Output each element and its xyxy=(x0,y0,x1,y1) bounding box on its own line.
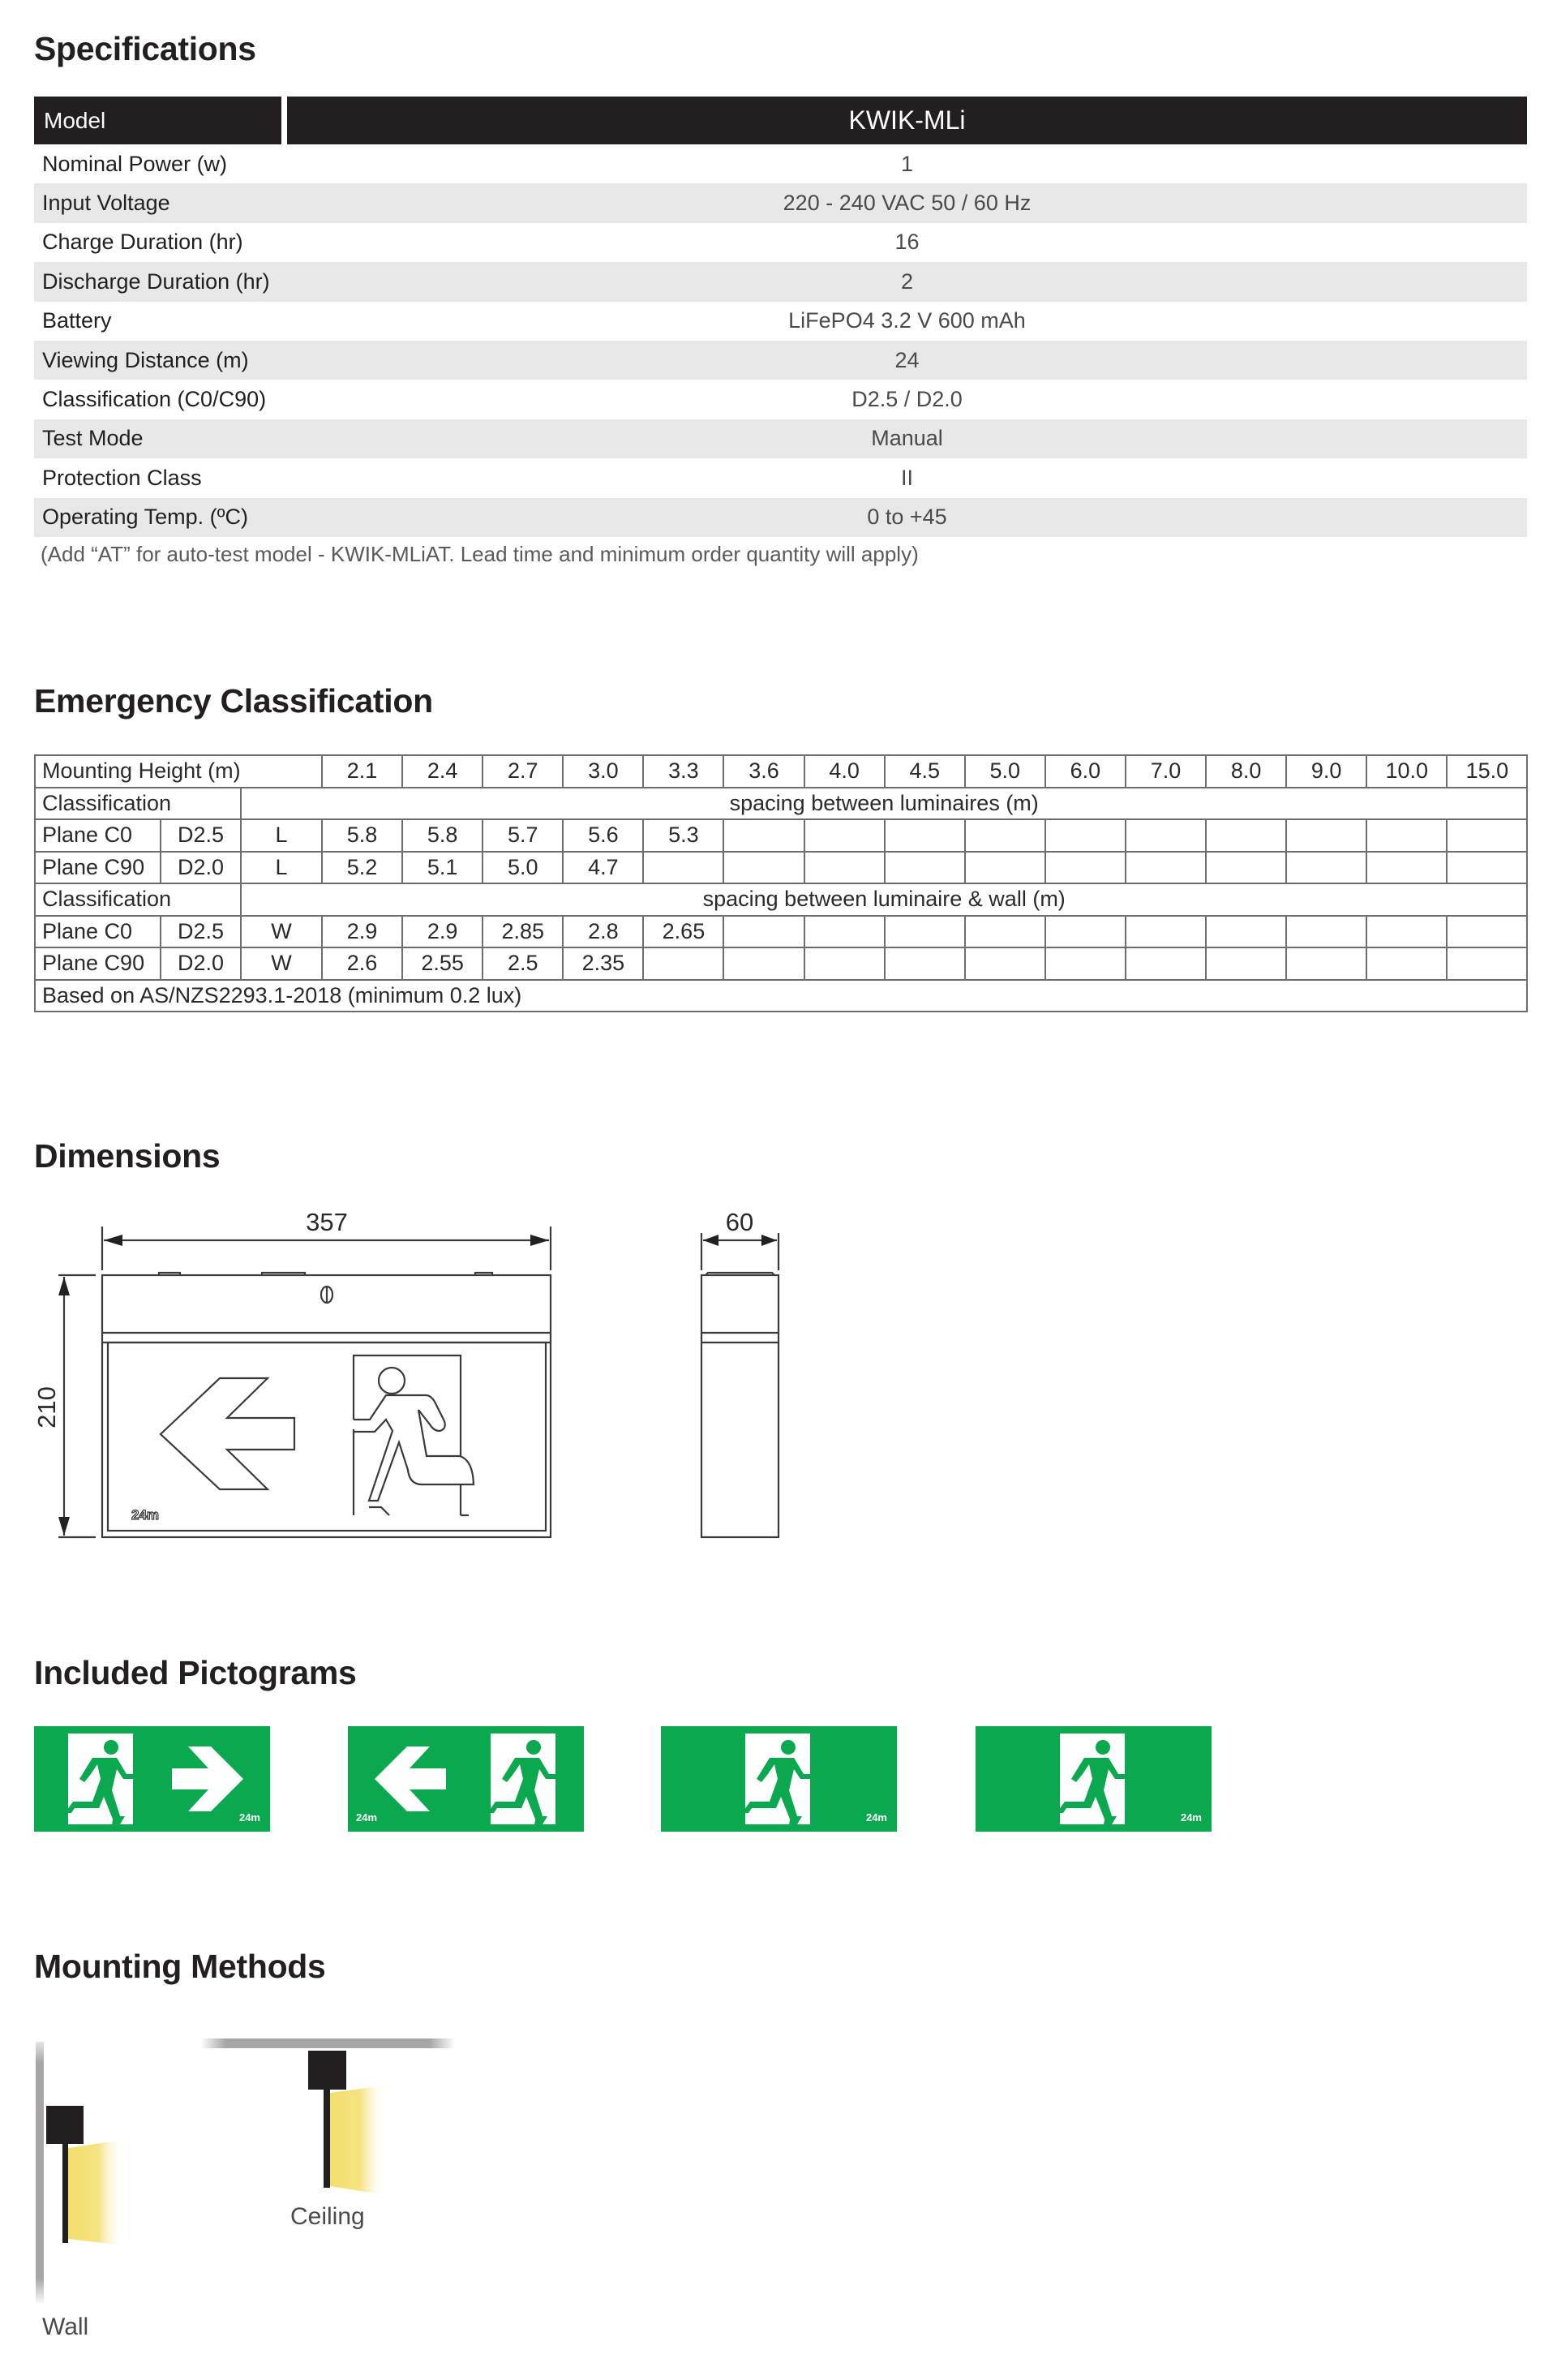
left-arrow-icon xyxy=(161,1378,294,1489)
specifications-heading: Specifications xyxy=(34,30,256,67)
spacing-value xyxy=(1126,916,1206,948)
front-body-outline xyxy=(102,1275,551,1537)
spacing-value xyxy=(1447,947,1527,980)
spec-header-divider xyxy=(281,97,287,144)
spacing-value xyxy=(1206,916,1286,948)
spec-row xyxy=(34,380,1527,419)
arrowhead-icon xyxy=(58,1517,70,1536)
pictogram-distance-label: 24m xyxy=(865,1811,887,1824)
plane-row xyxy=(35,852,1527,884)
spacing-value: 5.7 xyxy=(483,819,563,852)
class-value: D2.0 xyxy=(161,947,241,980)
spacing-value xyxy=(1366,916,1447,948)
ceiling-mount-label: Ceiling xyxy=(290,2203,365,2230)
mounting-height-value: 5.0 xyxy=(965,755,1045,788)
sign-distance-label: 24m xyxy=(131,1507,160,1523)
classification-label: Classification xyxy=(35,788,241,820)
dimensions-drawing xyxy=(0,1184,811,1557)
spacing-value xyxy=(1447,819,1527,852)
spacing-value: 2.8 xyxy=(563,916,643,948)
plane-row xyxy=(35,947,1527,980)
spec-row-value: 0 to +45 xyxy=(867,505,947,530)
mounting-height-value: 3.6 xyxy=(723,755,804,788)
running-man-feet xyxy=(369,1507,469,1515)
ceiling-luminaire-panel xyxy=(324,2090,330,2188)
arrowhead-icon xyxy=(761,1235,777,1246)
dimension-arrowheads xyxy=(58,1235,777,1536)
spacing-value: 2.85 xyxy=(483,916,563,948)
spec-row xyxy=(34,419,1527,458)
spacing-value: 5.1 xyxy=(402,852,483,884)
spacing-value xyxy=(1286,916,1366,948)
running-man-head xyxy=(379,1368,405,1394)
spec-row-value: 1 xyxy=(900,151,914,176)
mounting-height-value: 8.0 xyxy=(1206,755,1286,788)
plane-row xyxy=(35,916,1527,948)
spec-header-row xyxy=(34,97,1527,144)
spec-row xyxy=(34,262,1527,301)
side-view xyxy=(701,1273,778,1537)
spec-row-label: Battery xyxy=(42,308,112,333)
right-arrow-icon xyxy=(172,1746,243,1811)
class-value: D2.5 xyxy=(161,819,241,852)
front-view xyxy=(102,1273,551,1537)
class-value: D2.5 xyxy=(161,916,241,948)
mounting-height-value: 4.0 xyxy=(804,755,885,788)
spacing-value xyxy=(965,916,1045,948)
spec-row-value: 2 xyxy=(900,269,914,294)
running-man-icon xyxy=(354,1395,474,1501)
plane-label: Plane C0 xyxy=(35,819,161,852)
spec-rows xyxy=(34,144,1527,537)
spec-row-label: Nominal Power (w) xyxy=(42,151,228,176)
side-body-outline xyxy=(701,1275,778,1537)
spacing-value: 5.0 xyxy=(483,852,563,884)
spec-row-label: Classification (C0/C90) xyxy=(42,387,267,412)
spacing-value xyxy=(1045,916,1126,948)
arrowhead-icon xyxy=(530,1235,549,1246)
spacing-value xyxy=(1286,947,1366,980)
spacing-value xyxy=(1045,852,1126,884)
exit-sign-icon xyxy=(348,1726,584,1832)
spec-row-label: Test Mode xyxy=(42,426,144,451)
spacing-value xyxy=(1366,947,1447,980)
spacing-value xyxy=(1126,852,1206,884)
spacing-value xyxy=(965,947,1045,980)
spacing-value xyxy=(1286,819,1366,852)
wall-luminaire-panel xyxy=(62,2144,68,2243)
spec-row xyxy=(34,223,1527,262)
spacing-value xyxy=(643,947,723,980)
depth-dimension-label: 60 xyxy=(725,1208,754,1236)
pictogram-distance-label: 24m xyxy=(356,1811,378,1824)
spec-row-label: Protection Class xyxy=(42,465,202,490)
spacing-value: 2.35 xyxy=(563,947,643,980)
width-dimension-label: 357 xyxy=(306,1208,348,1236)
exit-sign-icon xyxy=(661,1726,897,1832)
spec-row-value: II xyxy=(900,465,913,490)
ceiling-luminaire-body xyxy=(308,2051,346,2090)
exit-pictogram xyxy=(348,1726,584,1832)
arrowhead-icon xyxy=(58,1277,70,1295)
spacing-value xyxy=(885,819,965,852)
spec-row xyxy=(34,458,1527,497)
wall-surface xyxy=(36,2042,44,2305)
mounting-height-value: 4.5 xyxy=(885,755,965,788)
wall-luminaire-body xyxy=(46,2106,84,2144)
spec-row-value: LiFePO4 3.2 V 600 mAh xyxy=(788,308,1026,333)
spec-row-value: D2.5 / D2.0 xyxy=(851,387,963,412)
spacing-value: 5.3 xyxy=(643,819,723,852)
spacing-value xyxy=(1126,947,1206,980)
front-panel-outline xyxy=(108,1343,546,1531)
height-dimension-label: 210 xyxy=(32,1386,61,1428)
spec-row-label: Discharge Duration (hr) xyxy=(42,269,270,294)
spacing-value xyxy=(723,916,804,948)
included-pictograms-heading: Included Pictograms xyxy=(34,1654,357,1691)
spacing-value xyxy=(965,852,1045,884)
spacing-value xyxy=(1366,852,1447,884)
spacing-value: 2.6 xyxy=(322,947,402,980)
emergency-classification-table xyxy=(34,754,1528,1012)
spacing-value: 4.7 xyxy=(563,852,643,884)
spacing-value xyxy=(1447,852,1527,884)
exit-pictogram xyxy=(976,1726,1212,1832)
type-value: L xyxy=(241,852,322,884)
pictogram-distance-label: 24m xyxy=(238,1811,260,1824)
spacing-value xyxy=(723,947,804,980)
spacing-value: 5.8 xyxy=(322,819,402,852)
spec-row-value: 24 xyxy=(894,347,920,372)
mounting-height-label: Mounting Height (m) xyxy=(35,755,322,788)
class-value: D2.0 xyxy=(161,852,241,884)
mounting-methods-heading: Mounting Methods xyxy=(34,1948,326,1985)
spacing-value: 2.5 xyxy=(483,947,563,980)
spec-row xyxy=(34,144,1527,183)
spacing-value: 2.9 xyxy=(402,916,483,948)
spec-row-label: Charge Duration (hr) xyxy=(42,230,243,255)
spec-row-label: Viewing Distance (m) xyxy=(42,347,249,372)
plane-label: Plane C90 xyxy=(35,852,161,884)
footnote-row xyxy=(35,980,1527,1012)
spacing-value: 5.2 xyxy=(322,852,402,884)
mounting-height-value: 15.0 xyxy=(1447,755,1527,788)
spec-row-value: Manual xyxy=(871,426,943,451)
mounting-height-value: 3.3 xyxy=(643,755,723,788)
spacing-value xyxy=(1206,819,1286,852)
spacing-value xyxy=(643,852,723,884)
spacing-value xyxy=(1447,916,1527,948)
spacing-label: spacing between luminaire & wall (m) xyxy=(241,883,1527,916)
mounting-height-value: 9.0 xyxy=(1286,755,1366,788)
emergency-classification-heading: Emergency Classification xyxy=(34,682,433,720)
mounting-height-value: 7.0 xyxy=(1126,755,1206,788)
dimensions-heading: Dimensions xyxy=(34,1137,221,1175)
spec-row-value: 16 xyxy=(894,230,920,255)
wall-light-beam xyxy=(68,2140,123,2245)
exit-sign-icon xyxy=(976,1726,1212,1832)
ceiling-light-beam xyxy=(330,2086,385,2195)
mounting-height-value: 3.0 xyxy=(563,755,643,788)
ceiling-surface xyxy=(200,2038,455,2048)
spacing-value: 5.6 xyxy=(563,819,643,852)
spec-row xyxy=(34,498,1527,537)
arrowhead-icon xyxy=(703,1235,718,1246)
type-value: W xyxy=(241,947,322,980)
spacing-value: 5.8 xyxy=(402,819,483,852)
type-value: W xyxy=(241,916,322,948)
spacing-value: 2.65 xyxy=(643,916,723,948)
exit-pictogram xyxy=(661,1726,897,1832)
spacing-value xyxy=(965,819,1045,852)
classification-label: Classification xyxy=(35,883,241,916)
mounting-height-value: 2.4 xyxy=(402,755,483,788)
spec-row xyxy=(34,341,1527,380)
spacing-value xyxy=(804,819,885,852)
spacing-value xyxy=(1206,947,1286,980)
left-arrow-icon xyxy=(375,1746,446,1811)
door-frame-icon xyxy=(354,1355,461,1515)
spec-row xyxy=(34,302,1527,341)
spacing-value xyxy=(1366,819,1447,852)
spacing-value xyxy=(885,947,965,980)
spacing-value xyxy=(1045,947,1126,980)
spacing-value xyxy=(723,852,804,884)
plane-label: Plane C0 xyxy=(35,916,161,948)
plane-label: Plane C90 xyxy=(35,947,161,980)
spacing-value xyxy=(1286,852,1366,884)
specifications-table xyxy=(34,97,1527,537)
spacing-label: spacing between luminaires (m) xyxy=(241,788,1527,820)
spec-header-model: KWIK-MLi xyxy=(287,97,1527,144)
arrowhead-icon xyxy=(104,1235,122,1246)
spacing-value xyxy=(1206,852,1286,884)
spacing-value xyxy=(885,916,965,948)
spacing-value xyxy=(1045,819,1126,852)
wall-mount-label: Wall xyxy=(42,2313,89,2340)
spacing-value xyxy=(804,947,885,980)
spec-row-value: 220 - 240 VAC 50 / 60 Hz xyxy=(783,191,1032,216)
exit-sign-icon xyxy=(34,1726,270,1832)
spacing-value xyxy=(804,916,885,948)
type-value: L xyxy=(241,819,322,852)
standard-footnote: Based on AS/NZS2293.1-2018 (minimum 0.2 lux) xyxy=(35,980,1527,1012)
exit-pictogram xyxy=(34,1726,270,1832)
spec-row xyxy=(34,183,1527,222)
pictogram-distance-label: 24m xyxy=(1180,1811,1202,1824)
spacing-value xyxy=(804,852,885,884)
plane-row xyxy=(35,819,1527,852)
spec-row-label: Operating Temp. (ºC) xyxy=(42,505,248,530)
mounting-height-value: 10.0 xyxy=(1366,755,1447,788)
classification-row xyxy=(35,883,1527,916)
mounting-height-row xyxy=(35,755,1527,788)
mounting-height-value: 2.1 xyxy=(322,755,402,788)
spec-footnote: (Add “AT” for auto-test model - KWIK-MLiAT. Lead time and minimum order quantity will apply) xyxy=(41,542,919,566)
spacing-value xyxy=(885,852,965,884)
mounting-height-value: 6.0 xyxy=(1045,755,1126,788)
spacing-value xyxy=(723,819,804,852)
spacing-value: 2.9 xyxy=(322,916,402,948)
mounting-height-value: 2.7 xyxy=(483,755,563,788)
spec-header-label: Model xyxy=(34,97,281,144)
spacing-value xyxy=(1126,819,1206,852)
spec-row-label: Input Voltage xyxy=(42,191,170,216)
spacing-value: 2.55 xyxy=(402,947,483,980)
classification-row xyxy=(35,788,1527,820)
